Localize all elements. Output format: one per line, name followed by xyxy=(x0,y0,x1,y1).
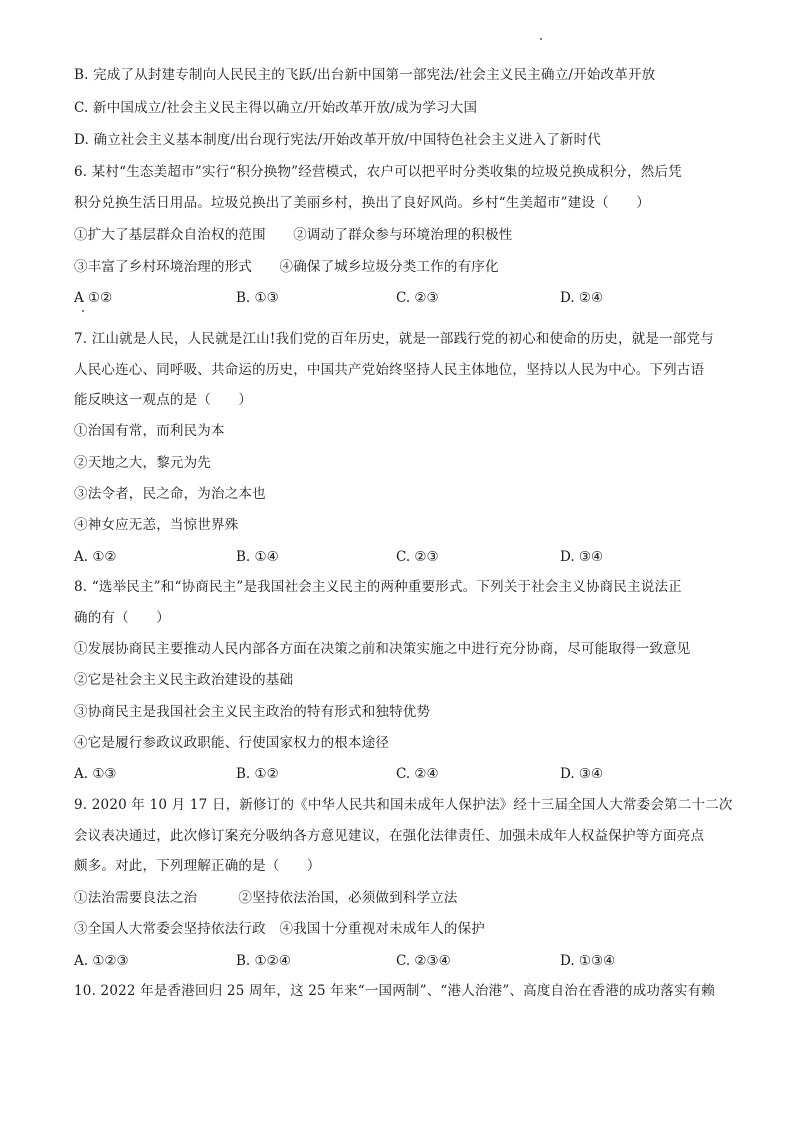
q6-choices xyxy=(74,289,734,307)
q9-statement-1: ①法治需要良法之治 ②坚持依法治国，必须做到科学立法 xyxy=(74,890,458,906)
q8-choices xyxy=(74,765,734,783)
q8-stem-line-2: 确的有（ ） xyxy=(74,610,170,626)
q9-choice-a: A. ①②③ xyxy=(74,953,129,969)
q8-choice-c: C. ②④ xyxy=(396,766,439,782)
scan-speck xyxy=(82,310,84,312)
q9-stem-line-3: 颇多。对此，下列理解正确的是（ ） xyxy=(74,858,321,874)
q9-choice-b: B. ①②④ xyxy=(236,953,291,969)
q7-statement-4: ④神女应无恙，当惊世界殊 xyxy=(74,517,239,533)
q7-choice-c: C. ②③ xyxy=(396,549,439,565)
q6-statement-2: ③丰富了乡村环境治理的形式 ④确保了城乡垃圾分类工作的有序化 xyxy=(74,259,499,275)
q7-stem-line-2: 人民心连心、同呼吸、共命运的历史，中国共产党始终坚持人民主体地位，坚持以人民为中心。下列古语 xyxy=(74,362,705,378)
q8-statement-4: ④它是履行参政议政职能、行使国家权力的根本途径 xyxy=(74,735,390,751)
q6-choice-a: A ①② xyxy=(74,290,113,306)
q7-choices xyxy=(74,548,734,566)
q8-statement-2: ②它是社会主义民主政治建设的基础 xyxy=(74,672,294,688)
q7-statement-1: ①治国有常，而利民为本 xyxy=(74,423,225,439)
q8-stem-line-1: 8. “选举民主”和“协商民主”是我国社会主义民主的两种重要形式。下列关于社会主义协商民主说法正 xyxy=(74,579,682,595)
q9-choice-c: C. ②③④ xyxy=(396,953,451,969)
q7-choice-a: A. ①② xyxy=(74,549,117,565)
q8-choice-b: B. ①② xyxy=(236,766,279,782)
q8-statement-3: ③协商民主是我国社会主义民主政治的特有形式和独特优势 xyxy=(74,704,431,720)
q8-choice-a: A. ①③ xyxy=(74,766,117,782)
q9-statement-2: ③全国人大常委会坚持依法行政 ④我国十分重视对未成年人的保护 xyxy=(74,921,485,937)
q5-option-d: D. 确立社会主义基本制度/出台现行宪法/开始改革开放/中国特色社会主义进入了新时代 xyxy=(74,132,601,148)
q7-choice-b: B. ①④ xyxy=(236,549,279,565)
q9-choice-d: D. ①③④ xyxy=(560,953,616,969)
q7-statement-3: ③法令者，民之命，为治之本也 xyxy=(74,486,266,502)
q8-choice-d: D. ③④ xyxy=(560,766,604,782)
q7-statement-2: ②天地之大，黎元为先 xyxy=(74,455,211,471)
q7-stem-line-3: 能反映这一观点的是（ ） xyxy=(74,392,253,408)
q6-stem-line-1: 6. 某村“生态美超市”实行“积分换物”经营模式，农户可以把平时分类收集的垃圾兑换成积分，然后凭 xyxy=(74,164,682,180)
q6-choice-d: D. ②④ xyxy=(560,290,604,306)
q7-stem-line-1: 7. 江山就是人民，人民就是江山!我们党的百年历史，就是一部践行党的初心和使命的历史，就是一部党与 xyxy=(74,331,714,347)
q6-choice-b: B. ①③ xyxy=(236,290,279,306)
q9-choices xyxy=(74,952,734,970)
q5-option-b: B. 完成了从封建专制向人民民主的飞跃/出台新中国第一部宪法/社会主义民主确立/开始改革开放 xyxy=(74,67,656,83)
scan-speck xyxy=(540,38,542,40)
q9-stem-line-2: 会议表决通过，此次修订案充分吸纳各方意见建议，在强化法律责任、加强未成年人权益保护等方面亮点 xyxy=(74,828,705,844)
q10-stem-line-1: 10. 2022 年是香港回归 25 周年，这 25 年来“一国两制”、“港人治港”、高度自治在香港的成功落实有赖 xyxy=(74,983,715,999)
q6-stem-line-2: 积分兑换生活日用品。垃圾兑换出了美丽乡村，换出了良好风尚。乡村“生美超市”建设（ ） xyxy=(74,195,650,211)
q6-statement-1: ①扩大了基层群众自治权的范围 ②调动了群众参与环境治理的积极性 xyxy=(74,227,513,243)
q6-choice-c: C. ②③ xyxy=(396,290,439,306)
q5-option-c: C. 新中国成立/社会主义民主得以确立/开始改革开放/成为学习大国 xyxy=(74,100,478,116)
q9-stem-line-1: 9. 2020 年 10 月 17 日，新修订的《中华人民共和国未成年人保护法》经十三届全国人大常委会第二十二次 xyxy=(74,797,733,813)
q7-choice-d: D. ③④ xyxy=(560,549,604,565)
q8-statement-1: ①发展协商民主要推动人民内部各方面在决策之前和决策实施之中进行充分协商，尽可能取得一致意见 xyxy=(74,641,691,657)
